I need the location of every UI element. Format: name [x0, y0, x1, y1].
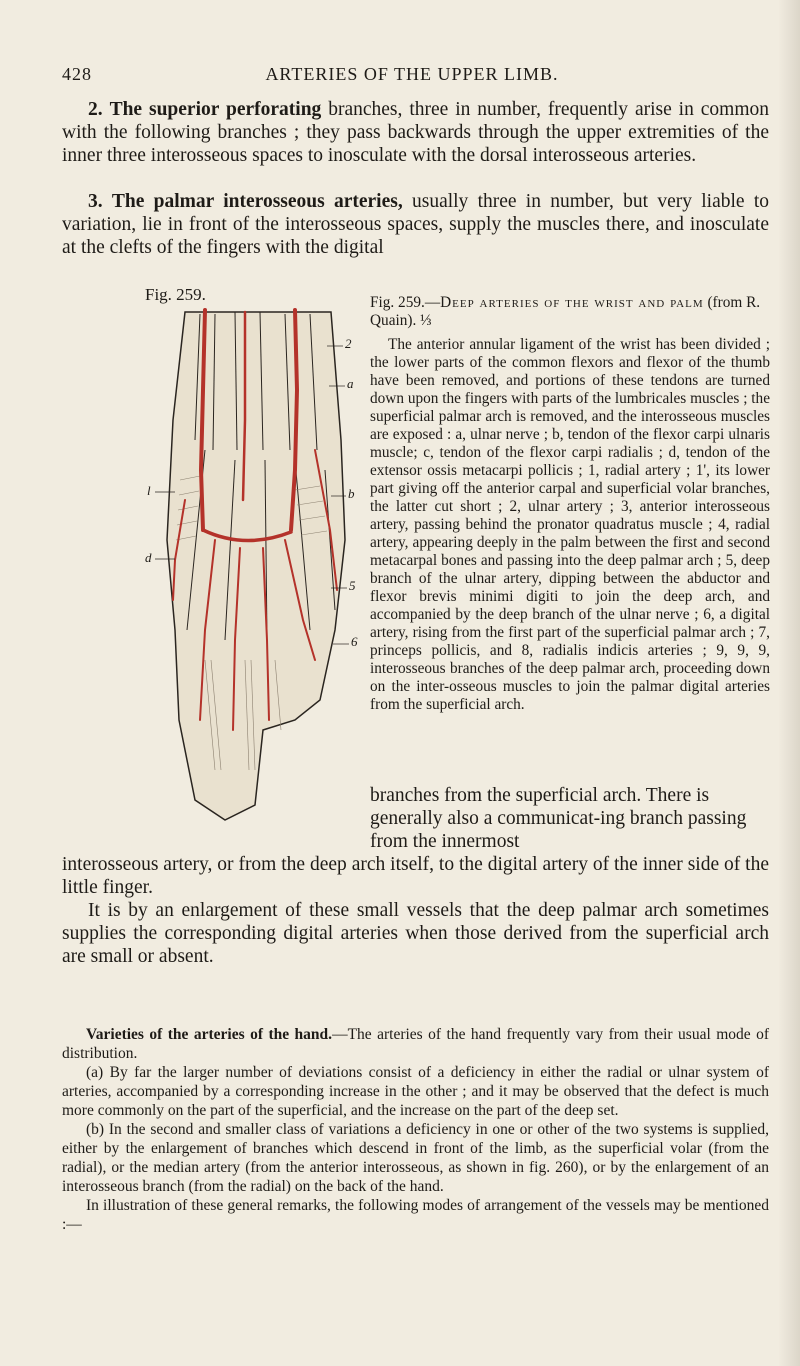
caption-fig-ref: Fig. 259.— — [370, 294, 441, 311]
varieties-intro: —The arteries of the hand frequently vary from their usual mode of distribution. — [62, 1026, 769, 1062]
caption-title-text: Deep arteries of the wrist and palm — [440, 294, 704, 311]
continuation-full-line: interosseous artery, or from the deep arch itself, to the digital artery of the inner side of the little finger. — [62, 854, 769, 898]
continuation-text — [62, 853, 769, 968]
hand-arteries-illustration — [145, 300, 360, 830]
varieties-b: (b) In the second and smaller class of variations a deficiency in one or other of the two systems is supplied, either by the enlargement of branches which descend in front of the limb, as the superficial volar (from the radial), or the median artery (from the anterior interosseous, as shown in fig. 260), or by the enlargement of an interosseous branch (from the radial) on the back of the hand. — [62, 1121, 769, 1195]
page-edge-shadow — [778, 0, 800, 1366]
marker-6: 6 — [351, 634, 358, 649]
page-number: 428 — [62, 64, 92, 84]
figure-label: Fig. 259. — [145, 285, 206, 304]
marker-a: a — [347, 376, 354, 391]
caption-body: The anterior annular ligament of the wrist has been divided ; the lower parts of the common flexors and flexor of the thumb have been removed, and portions of these tendons are turned down upon the fingers with parts of the lumbricales muscles ; the superficial palmar arch is removed, and the interosseous muscles are exposed : a, ulnar nerve ; b, tendon of the flexor carpi ulnaris muscle; c, tendon of the flexor carpi radialis ; d, tendon of the extensor ossis metacarpi pollicis ; 1, radial artery ; 1', its lower part giving off the anterior carpal and superficial volar branches, the latter cut short ; 2, ulnar artery ; 3, anterior interosseous artery, passing behind the pronator quadratus muscle ; 4, radial artery, appearing deeply in the palm between the first and second metacarpal bones and passing into the deep palmar arch ; 5, deep branch of the ulnar artery, dipping between the abductor and flexor brevis minimi digiti to join the deep arch, and accompanied by the deep branch of the ulnar nerve ; 6, a digital artery, rising from the first part of the superficial palmar arch ; 7, princeps pollicis, and 8, radialis indicis arteries ; 9, 9, 9, interosseous branches of the deep palmar arch, proceeding down on the inter-osseous muscles to join the palmar digital arteries from the superficial arch. — [370, 336, 770, 713]
marker-5: 5 — [349, 578, 356, 593]
para-3-term: The palmar interosseous arteries, — [111, 191, 403, 212]
para-2-term: The superior perforating — [109, 99, 322, 120]
caption-title — [370, 294, 770, 330]
page-header — [62, 64, 762, 90]
caption-source: (from R. Quain). — [370, 294, 761, 329]
varieties-section — [62, 1025, 769, 1234]
varieties-intro-paragraph — [62, 1025, 769, 1063]
marker-l: l — [147, 483, 151, 498]
marker-b: b — [348, 486, 355, 501]
enlargement-paragraph: It is by an enlargement of these small vessels that the deep palmar arch sometimes supplies the corresponding digital arteries when those derived from the superficial arch are small or absent. — [62, 900, 769, 967]
caption-scale: ⅓ — [420, 312, 432, 329]
varieties-c: In illustration of these general remarks, the following modes of arrangement of the vessels may be mentioned :— — [62, 1197, 769, 1233]
para-3-text: usually three in number, but very liable to variation, lie in front of the interosseous spaces, supply the muscles there, and inosculate at the clefts of the fingers with the digital — [62, 191, 769, 258]
marker-2: 2 — [345, 336, 352, 351]
varieties-heading: Varieties of the arteries of the hand. — [86, 1026, 333, 1043]
paragraph-palmar-interosseous — [62, 190, 769, 259]
figure-caption — [370, 294, 770, 714]
continuation-wrapped-text: branches from the superficial arch. There is generally also a communicat-ing branch passing from the innermost — [370, 785, 747, 852]
running-title: ARTERIES OF THE UPPER LIMB. — [265, 64, 559, 84]
para-2-number: 2. — [88, 99, 103, 120]
paragraph-superior-perforating — [62, 98, 769, 167]
marker-d: d — [145, 550, 152, 565]
para-2-text: branches, three in number, frequently arise in common with the following branches ; they pass backwards through the upper extremities of the inner three interosseous spaces to inosculate with the dorsal interosseous arteries. — [62, 99, 770, 166]
varieties-a: (a) By far the larger number of deviations consist of a deficiency in either the radial or ulnar system of arteries, accompanied by a corresponding increase in the other ; and it may be observed that the defect is much more commonly on the part of the superficial, and the increase on the part of the deep set. — [62, 1064, 769, 1119]
para-3-number: 3. — [88, 191, 103, 212]
